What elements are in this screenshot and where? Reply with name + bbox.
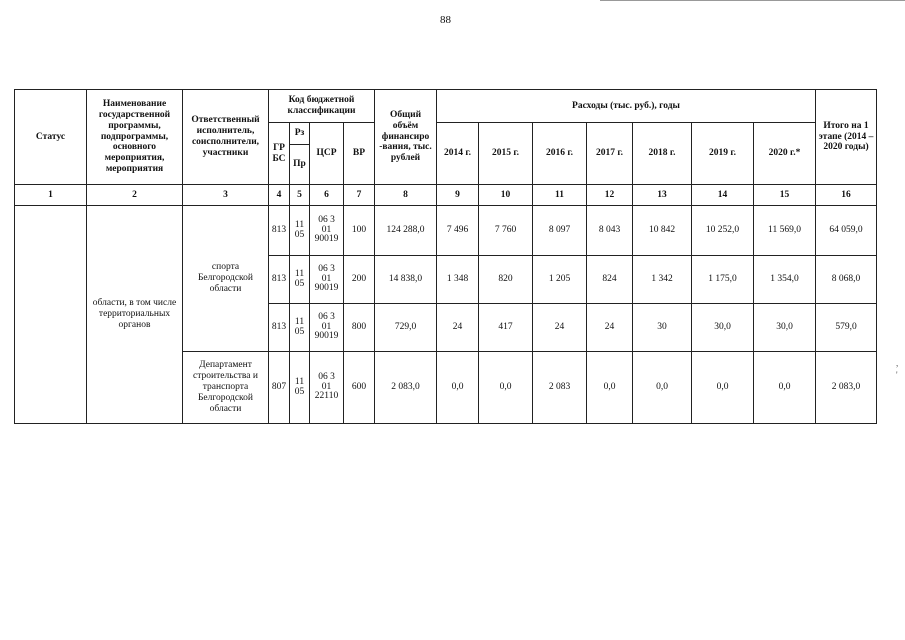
year-cell: 10 842	[633, 206, 692, 256]
margin-mark: '	[896, 370, 898, 380]
year-cell: 1 348	[437, 256, 479, 304]
header-year: 2018 г.	[633, 123, 692, 185]
year-cell: 824	[587, 256, 633, 304]
csr-cell: 06 3 01 22110	[310, 352, 344, 424]
rz-pr-cell: 11 05	[290, 256, 310, 304]
header-status: Статус	[15, 90, 87, 185]
year-cell: 1 342	[633, 256, 692, 304]
year-cell: 10 252,0	[692, 206, 754, 256]
column-number: 12	[587, 185, 633, 206]
column-number: 6	[310, 185, 344, 206]
csr-cell: 06 3 01 90019	[310, 304, 344, 352]
header-expenses: Расходы (тыс. руб.), годы	[437, 90, 816, 123]
year-cell: 1 205	[533, 256, 587, 304]
stage-total-cell: 579,0	[816, 304, 877, 352]
column-number: 2	[87, 185, 183, 206]
table-row	[15, 206, 877, 256]
page-number: 88	[440, 14, 451, 26]
vr-cell: 100	[344, 206, 375, 256]
year-cell: 0,0	[754, 352, 816, 424]
header-csr: ЦСР	[310, 123, 344, 185]
header-budget-code: Код бюджетной классификации	[269, 90, 375, 123]
header-year: 2015 г.	[479, 123, 533, 185]
year-cell: 0,0	[479, 352, 533, 424]
header-grbs: ГР БС	[269, 123, 290, 185]
header-vr: ВР	[344, 123, 375, 185]
stage-total-cell: 64 059,0	[816, 206, 877, 256]
total-cell: 729,0	[375, 304, 437, 352]
margin-mark: ,	[896, 358, 899, 368]
year-cell: 0,0	[587, 352, 633, 424]
rz-pr-cell: 11 05	[290, 304, 310, 352]
year-cell: 7 760	[479, 206, 533, 256]
year-cell: 24	[437, 304, 479, 352]
header-stage-total: Итого на 1 этапе (2014 – 2020 годы)	[816, 90, 877, 185]
total-cell: 14 838,0	[375, 256, 437, 304]
year-cell: 24	[533, 304, 587, 352]
year-cell: 7 496	[437, 206, 479, 256]
header-name: Наименование государственной программы, подпрограммы, основного мероприятия, мероприятия	[87, 90, 183, 185]
year-cell: 1 354,0	[754, 256, 816, 304]
stage-total-cell: 8 068,0	[816, 256, 877, 304]
column-number: 5	[290, 185, 310, 206]
year-cell: 8 097	[533, 206, 587, 256]
header-year: 2014 г.	[437, 123, 479, 185]
grbs-cell: 813	[269, 304, 290, 352]
header-year: 2020 г.*	[754, 123, 816, 185]
column-number: 14	[692, 185, 754, 206]
name-cell: области, в том числе территориальных органов	[87, 206, 183, 424]
year-cell: 30,0	[754, 304, 816, 352]
stage-total-cell: 2 083,0	[816, 352, 877, 424]
year-cell: 30,0	[692, 304, 754, 352]
executor-cell: спорта Белгородской области	[183, 206, 269, 352]
executor-cell: Департамент строительства и транспорта Белгородской области	[183, 352, 269, 424]
column-number: 4	[269, 185, 290, 206]
column-number: 3	[183, 185, 269, 206]
header-rz: Рз	[290, 123, 310, 145]
year-cell: 8 043	[587, 206, 633, 256]
vr-cell: 200	[344, 256, 375, 304]
total-cell: 2 083,0	[375, 352, 437, 424]
csr-cell: 06 3 01 90019	[310, 256, 344, 304]
header-year: 2019 г.	[692, 123, 754, 185]
year-cell: 820	[479, 256, 533, 304]
column-number: 10	[479, 185, 533, 206]
year-cell: 0,0	[633, 352, 692, 424]
top-edge-line	[600, 0, 905, 1]
year-cell: 417	[479, 304, 533, 352]
header-pr: Пр	[290, 145, 310, 185]
header-total-volume: Общий объём финансиро -вания, тыс. рублей	[375, 90, 437, 185]
vr-cell: 800	[344, 304, 375, 352]
column-number: 7	[344, 185, 375, 206]
column-number: 11	[533, 185, 587, 206]
header-year: 2016 г.	[533, 123, 587, 185]
column-number: 9	[437, 185, 479, 206]
budget-table	[14, 89, 877, 424]
column-number: 13	[633, 185, 692, 206]
grbs-cell: 813	[269, 256, 290, 304]
column-number: 15	[754, 185, 816, 206]
grbs-cell: 807	[269, 352, 290, 424]
rz-pr-cell: 11 05	[290, 352, 310, 424]
column-number: 8	[375, 185, 437, 206]
grbs-cell: 813	[269, 206, 290, 256]
year-cell: 11 569,0	[754, 206, 816, 256]
total-cell: 124 288,0	[375, 206, 437, 256]
column-number: 1	[15, 185, 87, 206]
year-cell: 30	[633, 304, 692, 352]
status-cell	[15, 206, 87, 424]
csr-cell: 06 3 01 90019	[310, 206, 344, 256]
header-year: 2017 г.	[587, 123, 633, 185]
rz-pr-cell: 11 05	[290, 206, 310, 256]
year-cell: 2 083	[533, 352, 587, 424]
column-number: 16	[816, 185, 877, 206]
year-cell: 1 175,0	[692, 256, 754, 304]
year-cell: 24	[587, 304, 633, 352]
header-executor: Ответственный исполнитель, соисполнители, участники	[183, 90, 269, 185]
year-cell: 0,0	[437, 352, 479, 424]
year-cell: 0,0	[692, 352, 754, 424]
vr-cell: 600	[344, 352, 375, 424]
